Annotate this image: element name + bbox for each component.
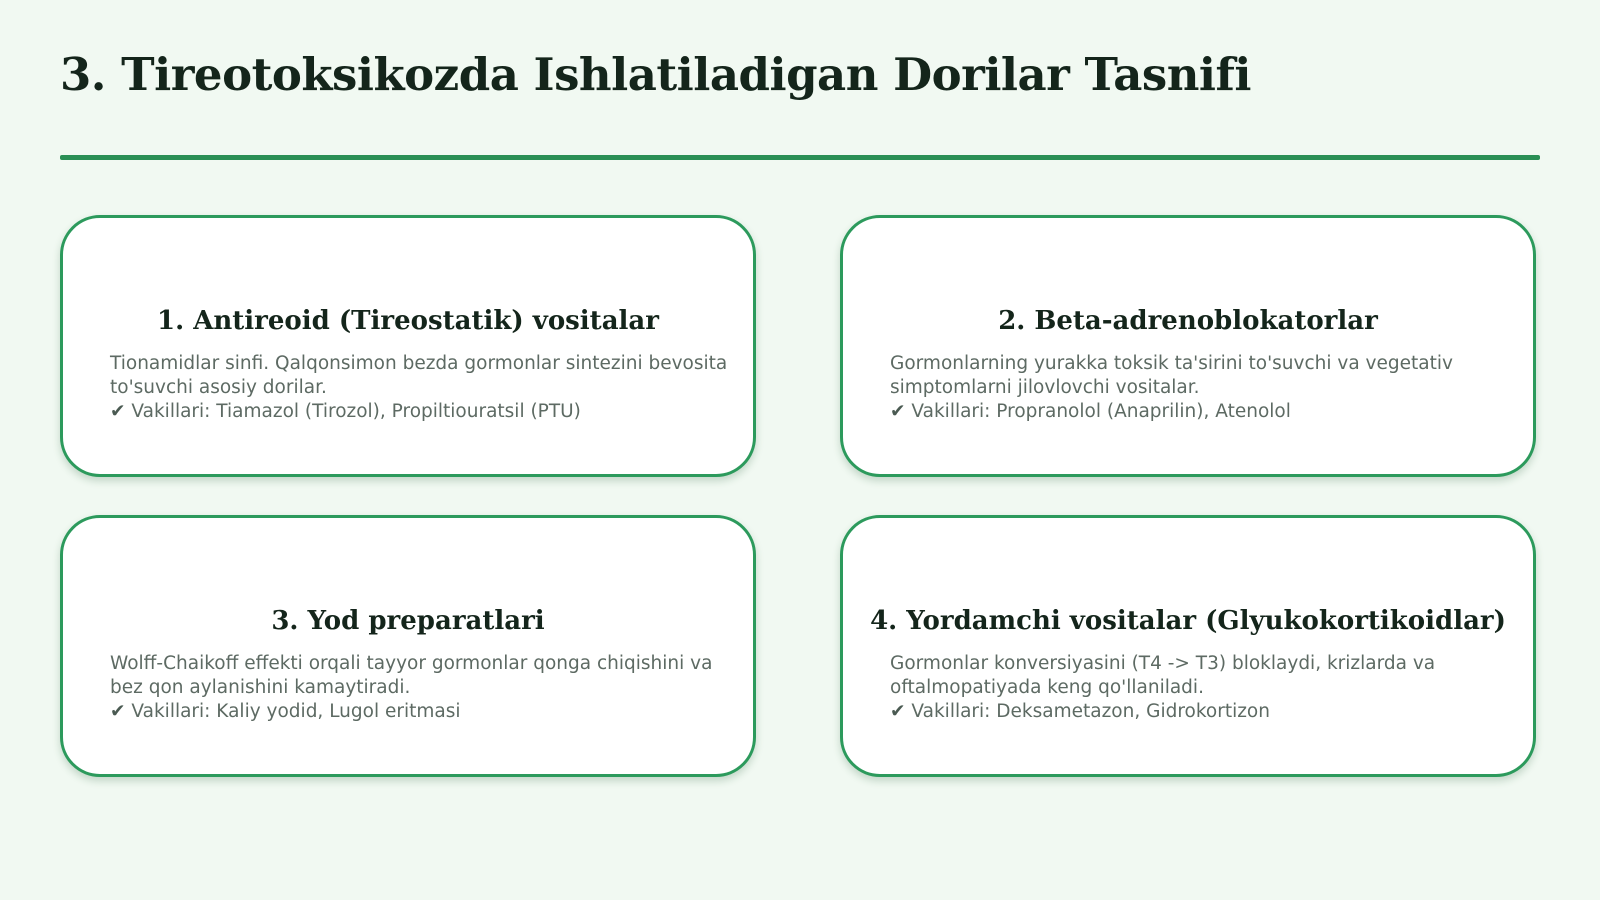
card-examples-text: Vakillari: Tiamazol (Tirozol), Propiltiouratsil (PTU) xyxy=(131,401,581,422)
card-examples-text: Vakillari: Kaliy yodid, Lugol eritmasi xyxy=(131,701,461,722)
card-description xyxy=(110,652,731,724)
check-icon: ✔ xyxy=(110,401,126,422)
card-yordamchi-vositalar xyxy=(840,515,1536,777)
card-antireoid xyxy=(60,215,756,477)
card-examples xyxy=(890,400,1511,424)
card-yod-preparatlari xyxy=(60,515,756,777)
card-beta-adrenoblokatorlar xyxy=(840,215,1536,477)
card-description xyxy=(890,352,1511,424)
check-icon: ✔ xyxy=(890,701,906,722)
card-description-text: Gormonlar konversiyasini (T4 -> T3) bloklaydi, krizlarda va oftalmopatiyada keng qo'llaniladi. xyxy=(890,653,1436,698)
card-title: 2. Beta-adrenoblokatorlar xyxy=(998,306,1378,336)
card-title: 1. Antireoid (Tireostatik) vositalar xyxy=(157,306,659,336)
check-icon: ✔ xyxy=(890,401,906,422)
card-description xyxy=(890,652,1511,724)
card-examples xyxy=(110,700,731,724)
card-examples-text: Vakillari: Propranolol (Anaprilin), Atenolol xyxy=(911,401,1291,422)
page-title: 3. Tireotoksikozda Ishlatiladigan Dorilar Tasnifi xyxy=(60,48,1251,101)
card-title: 3. Yod preparatlari xyxy=(271,606,545,636)
card-title: 4. Yordamchi vositalar (Glyukokortikoidlar) xyxy=(870,606,1506,636)
card-description-text: Gormonlarning yurakka toksik ta'sirini to'suvchi va vegetativ simptomlarni jilovlovchi vositalar. xyxy=(890,353,1453,398)
title-divider xyxy=(60,155,1540,160)
card-examples xyxy=(890,700,1511,724)
card-description xyxy=(110,352,731,424)
card-examples-text: Vakillari: Deksametazon, Gidrokortizon xyxy=(911,701,1270,722)
card-description-text: Tionamidlar sinfi. Qalqonsimon bezda gormonlar sintezini bevosita to'suvchi asosiy dorilar. xyxy=(110,353,728,398)
card-examples xyxy=(110,400,731,424)
card-description-text: Wolff-Chaikoff effekti orqali tayyor gormonlar qonga chiqishini va bez qon aylanishini kamaytiradi. xyxy=(110,653,713,698)
check-icon: ✔ xyxy=(110,701,126,722)
